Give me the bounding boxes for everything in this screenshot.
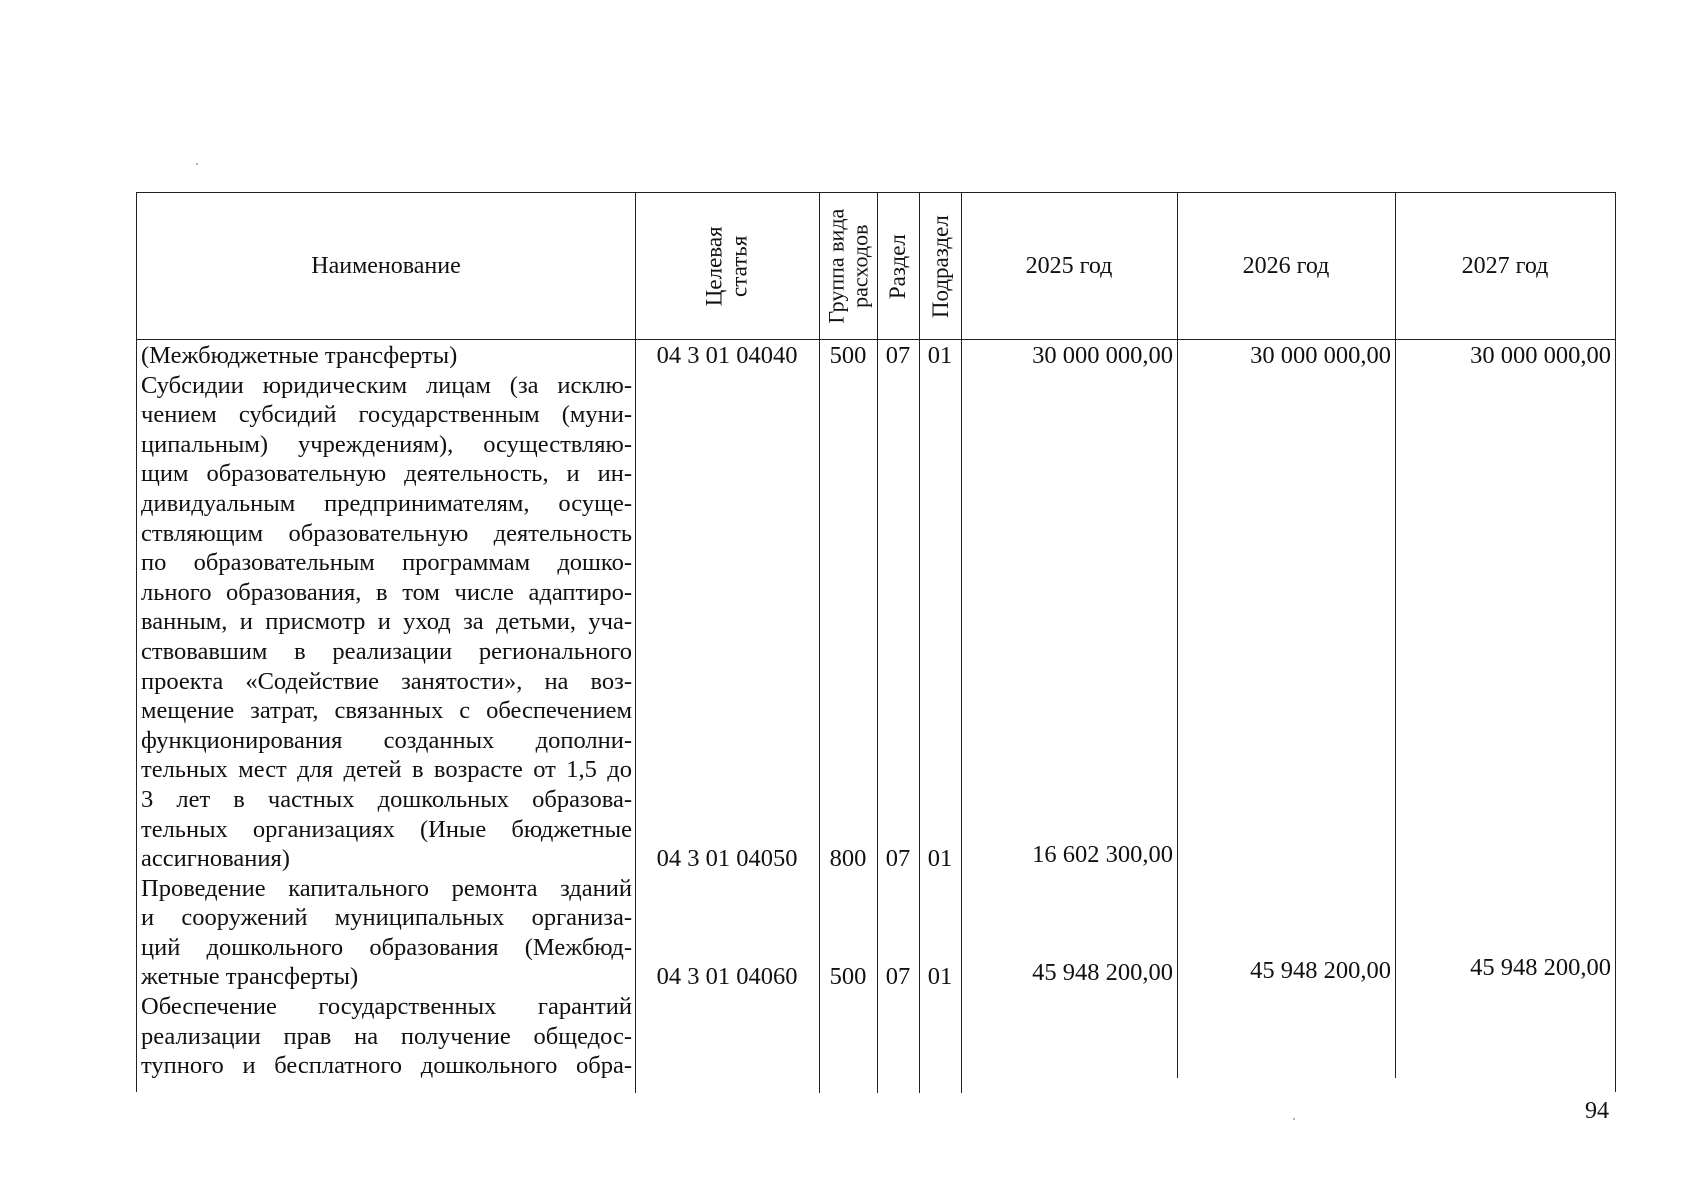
description-line: Проведение капитального ремонта зданий [141, 874, 632, 902]
row-1-2026: 30 000 000,00 [1250, 342, 1391, 369]
header-name-label: Наименование [311, 253, 461, 280]
header-target [635, 193, 819, 340]
row-1-subsection: 01 [927, 342, 953, 369]
row-2-section: 07 [885, 845, 911, 872]
description-line: и сооружений муниципальных организа- [141, 904, 632, 932]
row-1-2027: 30 000 000,00 [1470, 342, 1611, 369]
row-2-target: 04 3 01 04050 [656, 845, 798, 872]
description-column [141, 341, 632, 1081]
description-line: льного образования, в том числе адаптиро- [141, 578, 632, 606]
header-2027 [1395, 193, 1615, 340]
description-line: реализации прав на получение общедос- [141, 1022, 632, 1050]
row-1-target: 04 3 01 04040 [656, 342, 798, 369]
header-group-line2: расходов [847, 224, 873, 309]
header-subsection [919, 193, 961, 340]
scan-speck [1293, 1118, 1295, 1120]
description-line: (Межбюджетные трансферты) [141, 342, 458, 369]
description-line: ванным, и присмотр и уход за детьми, уча- [141, 608, 632, 636]
row-3-section: 07 [885, 963, 911, 990]
description-line: проекта «Содействие занятости», на воз- [141, 667, 632, 695]
description-line: жетные трансферты) [141, 963, 359, 991]
description-line: по образовательным программам дошко- [141, 549, 632, 577]
row-3-group: 500 [829, 963, 867, 990]
description-line: дивидуальным предпринимателям, осуще- [141, 489, 632, 517]
row-3-2027: 45 948 200,00 [1470, 954, 1611, 981]
row-3-2025: 45 948 200,00 [1032, 959, 1173, 986]
description-line: ассигнования) [141, 845, 290, 873]
budget-table [136, 192, 1616, 1092]
description-line: тупного и бесплатного дошкольного обра- [141, 1052, 632, 1080]
description-line: 3 лет в частных дошкольных образова- [141, 785, 632, 813]
row-2-2025: 16 602 300,00 [1032, 841, 1173, 868]
header-group [819, 193, 877, 340]
header-target-line1: Целевая [701, 226, 727, 307]
row-1-group: 500 [829, 342, 867, 369]
header-2026 [1177, 193, 1395, 340]
description-line: щим образовательную деятельность, и ин- [141, 460, 632, 488]
header-2025-label: 2025 год [1025, 253, 1113, 280]
header-group-line1: Группа вида [822, 209, 848, 324]
description-line: ствляющим образовательную деятельность [141, 519, 632, 547]
row-3-2026: 45 948 200,00 [1250, 957, 1391, 984]
header-target-line2: статья [726, 235, 752, 298]
header-section [877, 193, 919, 340]
description-line: тельных мест для детей в возрасте от 1,5 до [141, 756, 632, 784]
table-header [137, 193, 1615, 340]
row-2-subsection: 01 [927, 845, 953, 872]
header-2026-label: 2026 год [1242, 253, 1330, 280]
row-1-2025: 30 000 000,00 [1032, 342, 1173, 369]
page-number: 94 [1585, 1098, 1609, 1124]
description-line: ствовавшим в реализации регионального [141, 637, 632, 665]
description-line: функционирования созданных дополни- [141, 726, 632, 754]
description-line: ципальным) учреждениям), осуществляю- [141, 430, 632, 458]
description-line: Субсидии юридическим лицам (за исклю- [141, 371, 632, 399]
row-3-subsection: 01 [927, 963, 953, 990]
header-subsection-label: Подраздел [927, 215, 953, 318]
description-line: ций дошкольного образования (Межбюд- [141, 933, 632, 961]
row-1-section: 07 [885, 342, 911, 369]
description-line: Обеспечение государственных гарантий [141, 993, 632, 1021]
header-section-label: Раздел [885, 233, 911, 300]
description-line: мещение затрат, связанных с обеспечением [141, 697, 632, 725]
scan-speck [196, 163, 198, 165]
header-name [137, 193, 635, 340]
header-2025 [961, 193, 1177, 340]
row-3-target: 04 3 01 04060 [656, 963, 798, 990]
row-2-group: 800 [829, 845, 867, 872]
description-line: тельных организациях (Иные бюджетные [141, 815, 632, 843]
description-line: чением субсидий государственным (муни- [141, 401, 632, 429]
header-2027-label: 2027 год [1461, 253, 1549, 280]
